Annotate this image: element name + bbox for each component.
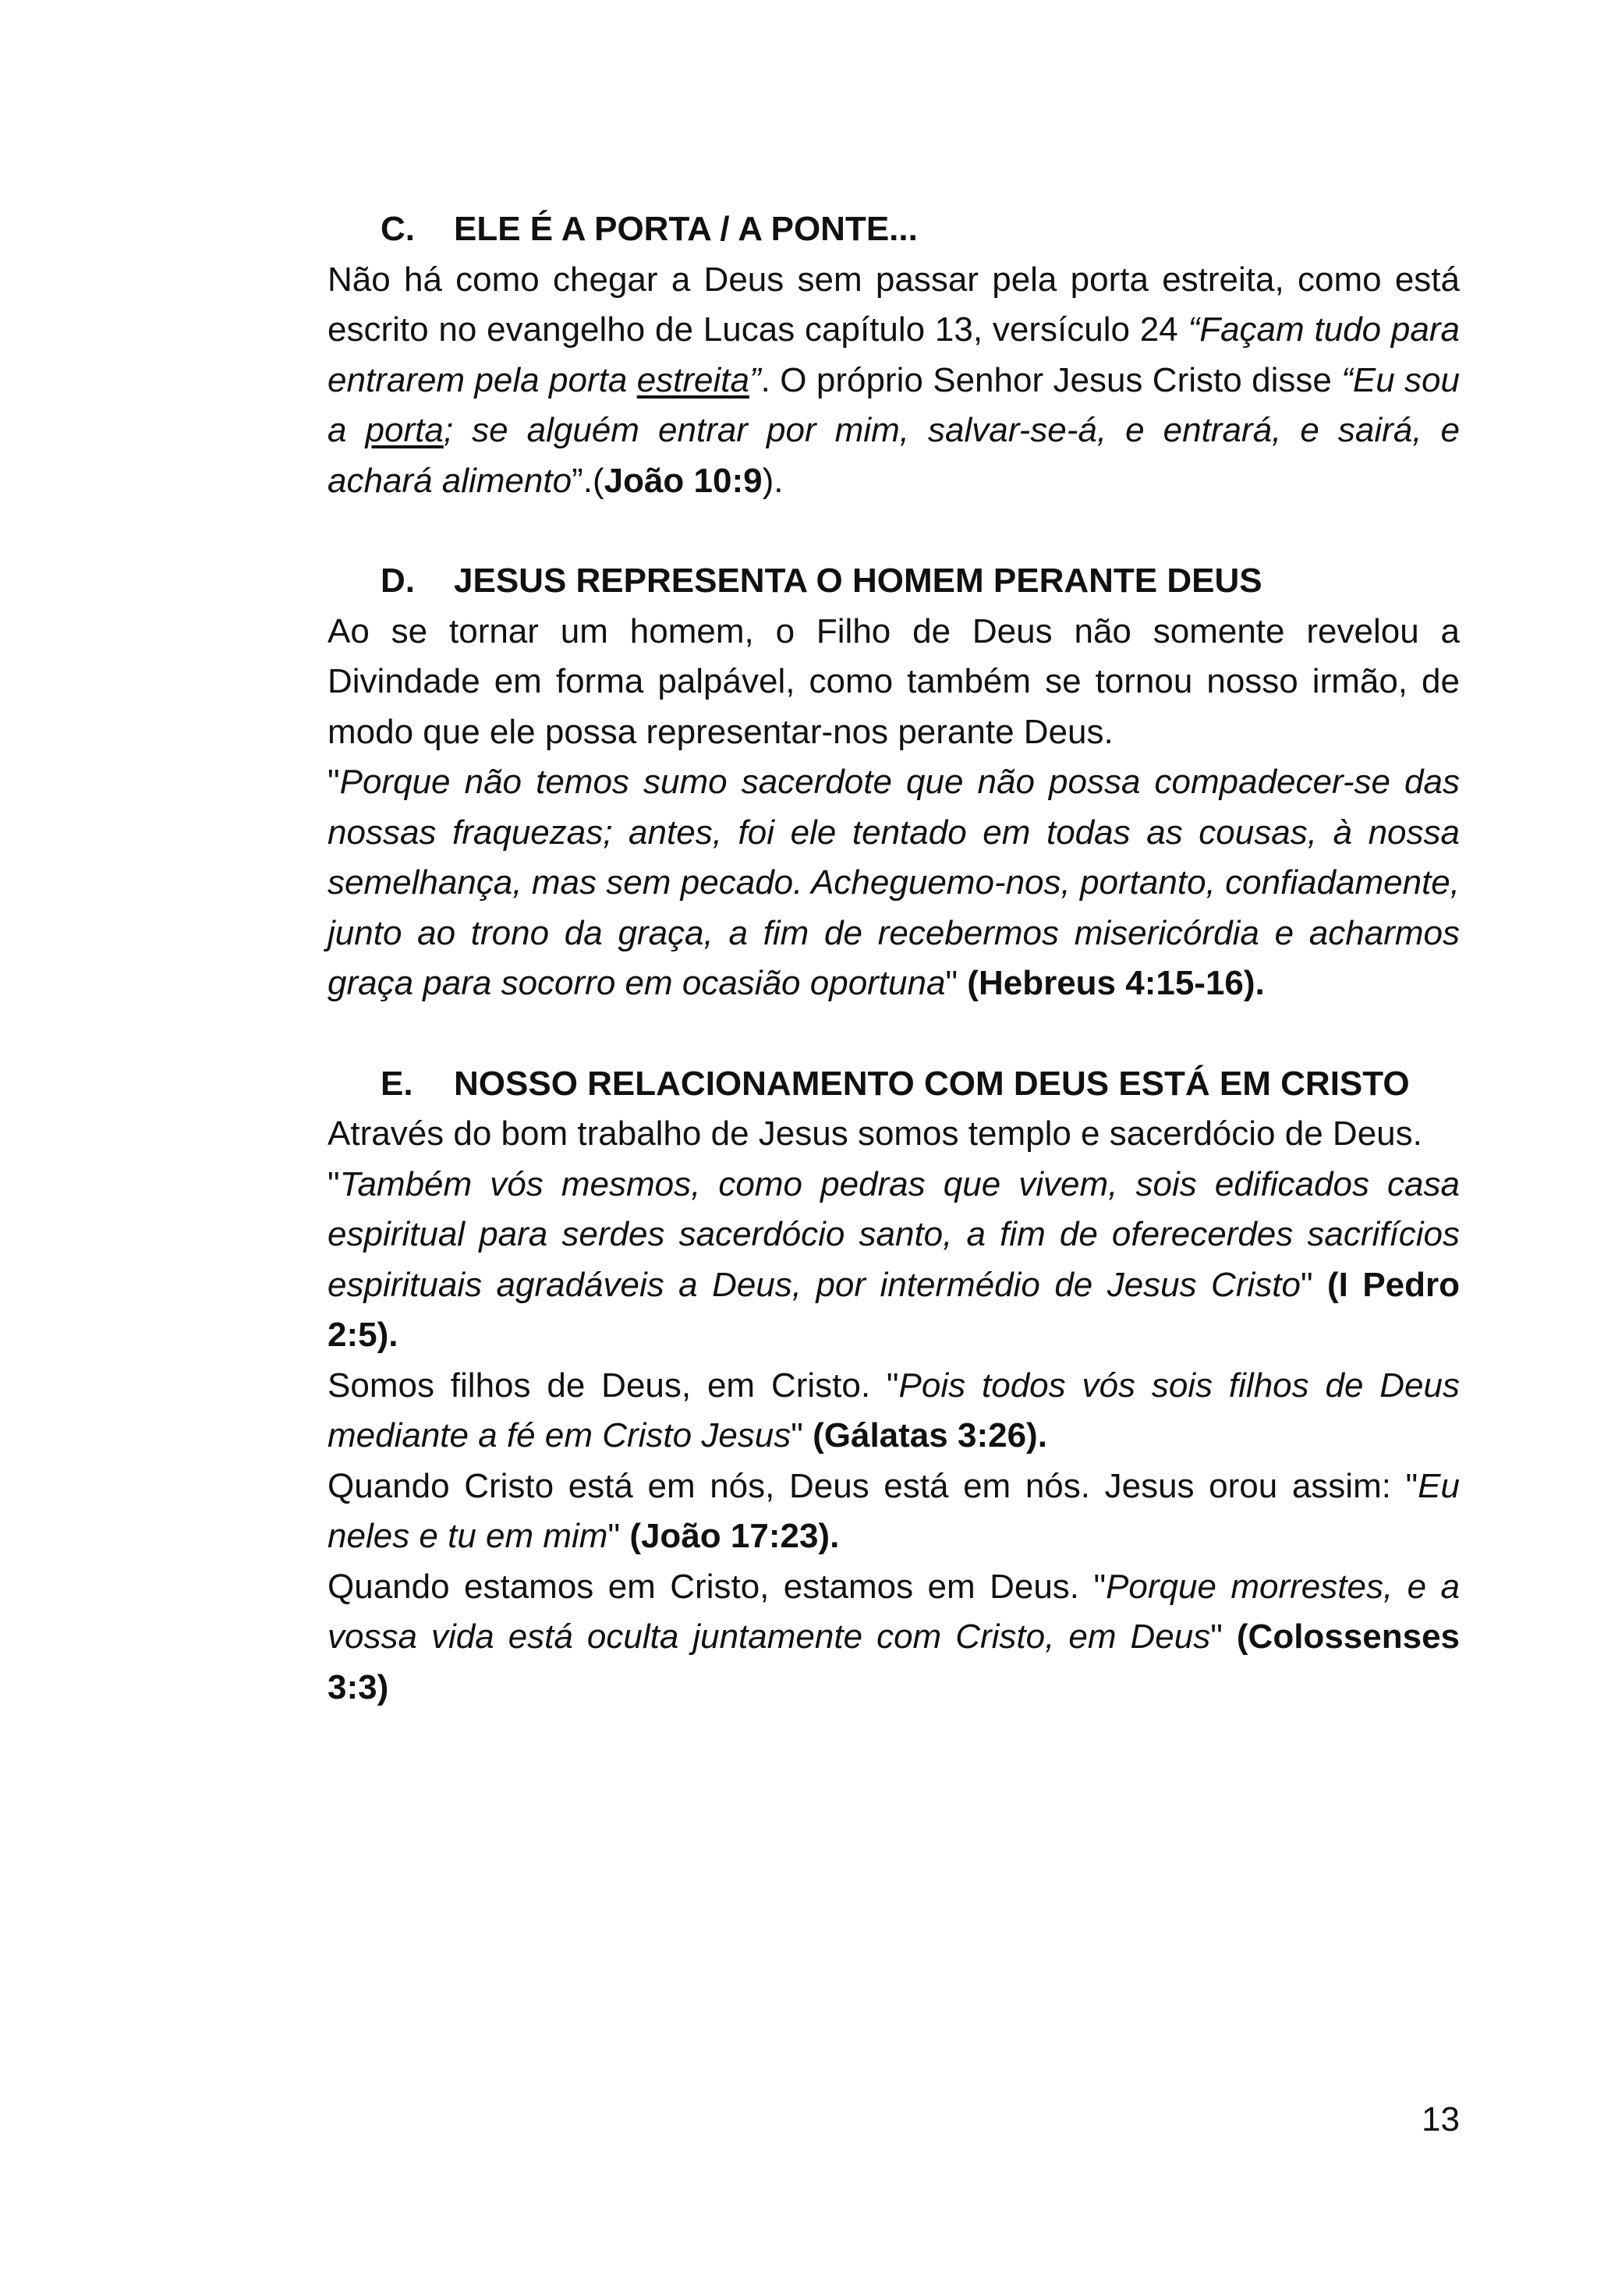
bible-reference: (Gálatas 3:26). (813, 1416, 1047, 1454)
body-text: " (791, 1416, 813, 1454)
paragraph (328, 757, 1460, 1009)
paragraph (328, 1160, 1460, 1361)
quote-text: ; se alguém entrar por mim, salvar-se-á, e entrará, e sairá, e achará alimento (328, 411, 1460, 500)
body-text: " (1300, 1265, 1328, 1304)
paragraph (328, 1462, 1460, 1562)
section-title: NOSSO RELACIONAMENTO COM DEUS ESTÁ EM CRISTO (454, 1064, 1410, 1103)
section-heading (328, 204, 1460, 255)
paragraph: Ao se tornar um homem, o Filho de Deus não somente revelou a Divindade em forma palpável, como também se tornou nosso irmão, de modo que ele possa representar-nos perante Deus. (328, 611, 1460, 751)
body-text: " (607, 1517, 630, 1555)
body-text: . O próprio Senhor Jesus Cristo disse (760, 360, 1342, 399)
body-text: " (945, 964, 968, 1002)
bible-reference: (Hebreus 4:15-16). (967, 964, 1265, 1002)
underlined-word: estreita (636, 360, 749, 399)
quote-text: Porque não temos sumo sacerdote que não possa compadecer-se das nossas fraquezas; antes, foi ele tentado em todas as cousas, à nossa semelhança, mas sem pecado. Acheguemo-nos, portanto, confiadamente, junto ao trono da graça, a fim de recebermos misericórdia e acharmos graça para socorro em ocasião oportuna (328, 763, 1460, 1002)
quote-text: ” (749, 360, 761, 399)
body-text: ”.( (572, 461, 604, 500)
page-number: 13 (1422, 2100, 1460, 2138)
body-text: " (1210, 1617, 1237, 1656)
paragraph (328, 255, 1460, 507)
bible-reference: João 10:9 (604, 461, 763, 500)
paragraph (328, 1562, 1460, 1713)
section-title: ELE É A PORTA / A PONTE... (454, 210, 918, 248)
body-text: " (328, 763, 340, 801)
quote-text: Porque morrestes, e a vossa vida está oculta juntamente com Cristo, em Deus (328, 1567, 1460, 1656)
body-text: Quando Cristo está em nós, Deus está em nós. Jesus orou assim: " (328, 1466, 1418, 1505)
body-text: " (328, 1164, 340, 1203)
section-e (328, 1059, 1460, 1713)
body-text: Quando estamos em Cristo, estamos em Deus. " (328, 1567, 1107, 1606)
quote-text: “Façam tudo para entrarem pela porta (328, 310, 1460, 399)
quote-text: “Eu sou a (328, 360, 1460, 449)
section-letter: C. (381, 210, 415, 248)
section-letter: D. (381, 562, 415, 600)
body-text: Não há como chegar a Deus sem passar pela porta estreita, como está escrito no evangelho de Lucas capítulo 13, versículo 24 (328, 260, 1460, 349)
section-title: JESUS REPRESENTA O HOMEM PERANTE DEUS (454, 562, 1262, 600)
underlined-word: porta (365, 411, 444, 449)
quote-text: Eu neles e tu em mim (328, 1466, 1460, 1555)
body-text: ). (762, 461, 784, 500)
paragraph: Através do bom trabalho de Jesus somos templo e sacerdócio de Deus. (328, 1114, 1422, 1153)
bible-reference: (I Pedro 2:5). (328, 1265, 1461, 1354)
section-c (328, 204, 1460, 506)
quote-text: Pois todos vós sois filhos de Deus mediante a fé em Cristo Jesus (328, 1366, 1460, 1454)
bible-reference: (João 17:23). (629, 1517, 840, 1555)
body-text: Somos filhos de Deus, em Cristo. " (328, 1366, 899, 1405)
section-letter: E. (381, 1064, 413, 1103)
bible-reference: (Colossenses 3:3) (328, 1617, 1461, 1706)
quote-text: Também vós mesmos, como pedras que vivem, sois edificados casa espiritual para serdes sacerdócio santo, a fim de oferecerdes sacrifícios espirituais agradáveis a Deus, por intermédio de Jesus Cristo (328, 1164, 1460, 1304)
page-content (328, 204, 1460, 1713)
section-heading (328, 556, 1460, 607)
section-d (328, 556, 1460, 1009)
section-heading (328, 1059, 1460, 1110)
paragraph (328, 1361, 1460, 1462)
